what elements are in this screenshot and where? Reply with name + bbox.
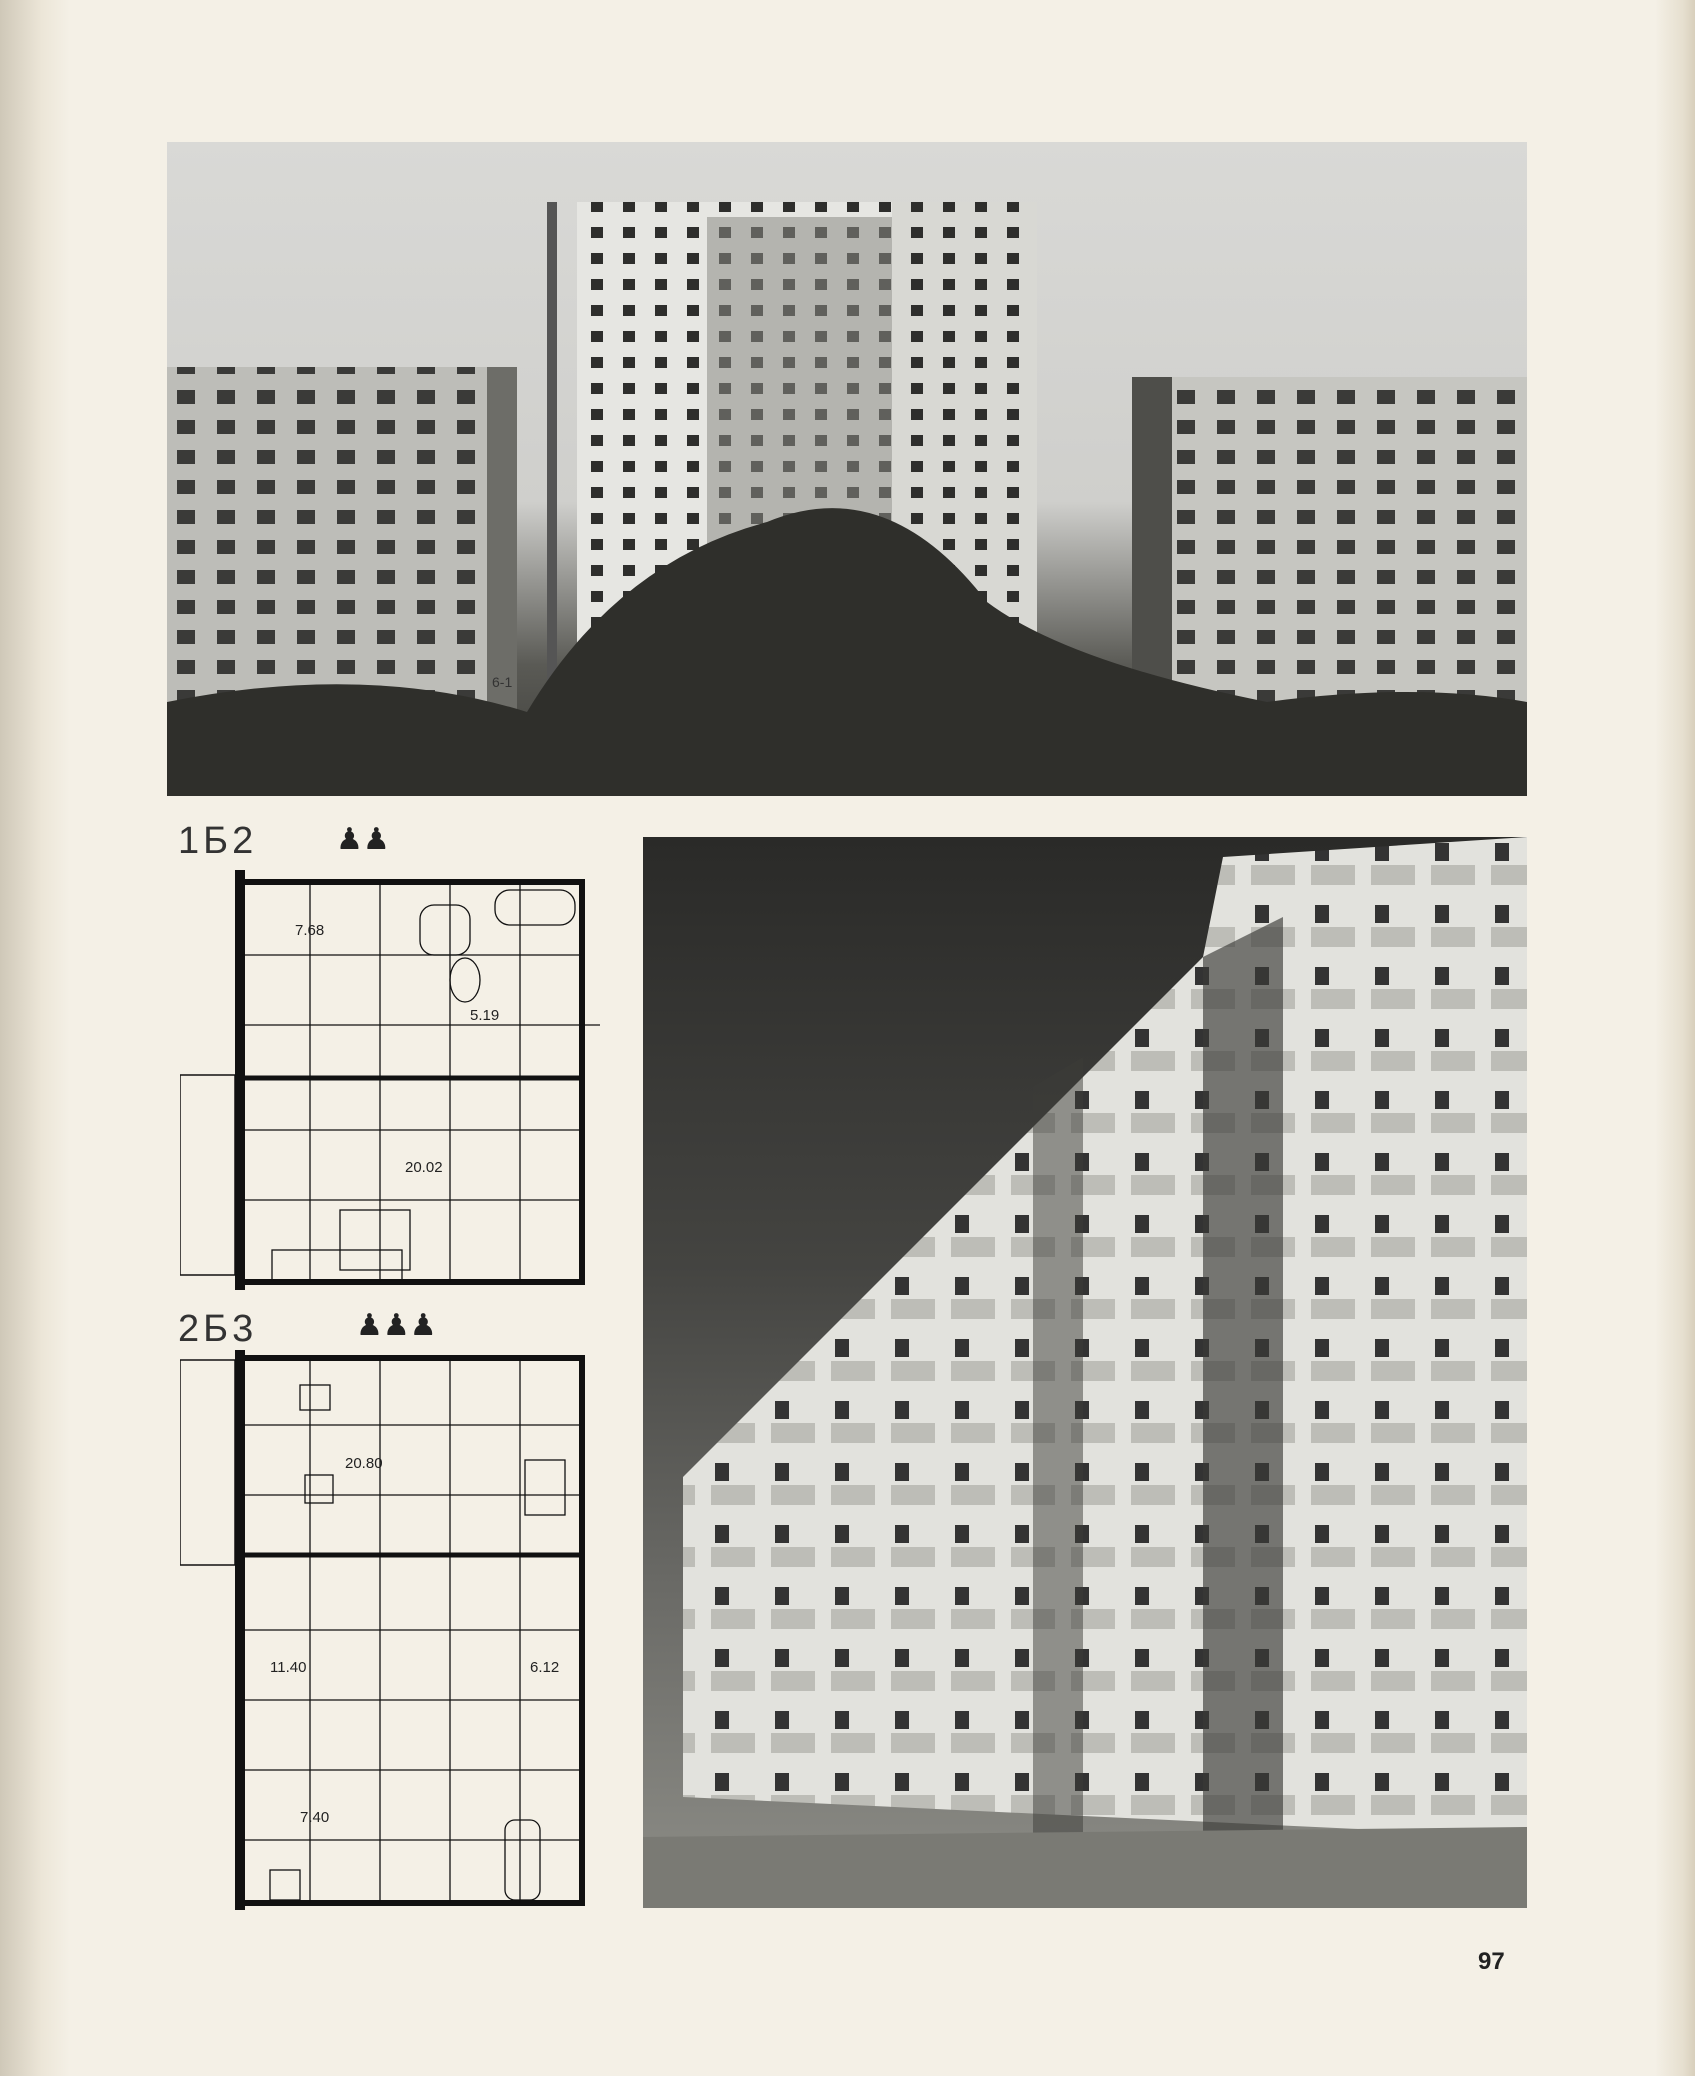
- page-number: 97: [1478, 1948, 1505, 1975]
- photo-residential-towers: [167, 142, 1527, 796]
- three-persons-icon: ♟♟♟: [356, 1309, 437, 1342]
- plan-label-2b3: 2Б3: [178, 1308, 258, 1350]
- floor-plan-1b2: [180, 870, 610, 1290]
- page-edge: [1655, 0, 1695, 2076]
- floor-plan-2b3: [180, 1350, 610, 1910]
- photo-apartment-block-balconies: [643, 837, 1527, 1908]
- room-area: 5.19: [470, 1007, 500, 1024]
- room-area: 7.40: [300, 1809, 330, 1826]
- room-area: 20.80: [345, 1455, 383, 1472]
- room-area: 7.68: [295, 922, 325, 939]
- room-area: 6.12: [530, 1659, 560, 1676]
- plan-label-1b2: 1Б2: [178, 820, 258, 862]
- room-area: 11.40: [270, 1659, 307, 1676]
- building-number: 6-1: [492, 674, 513, 690]
- two-persons-icon: ♟♟: [336, 823, 390, 856]
- room-area: 20.02: [405, 1159, 443, 1176]
- book-gutter: [0, 0, 70, 2076]
